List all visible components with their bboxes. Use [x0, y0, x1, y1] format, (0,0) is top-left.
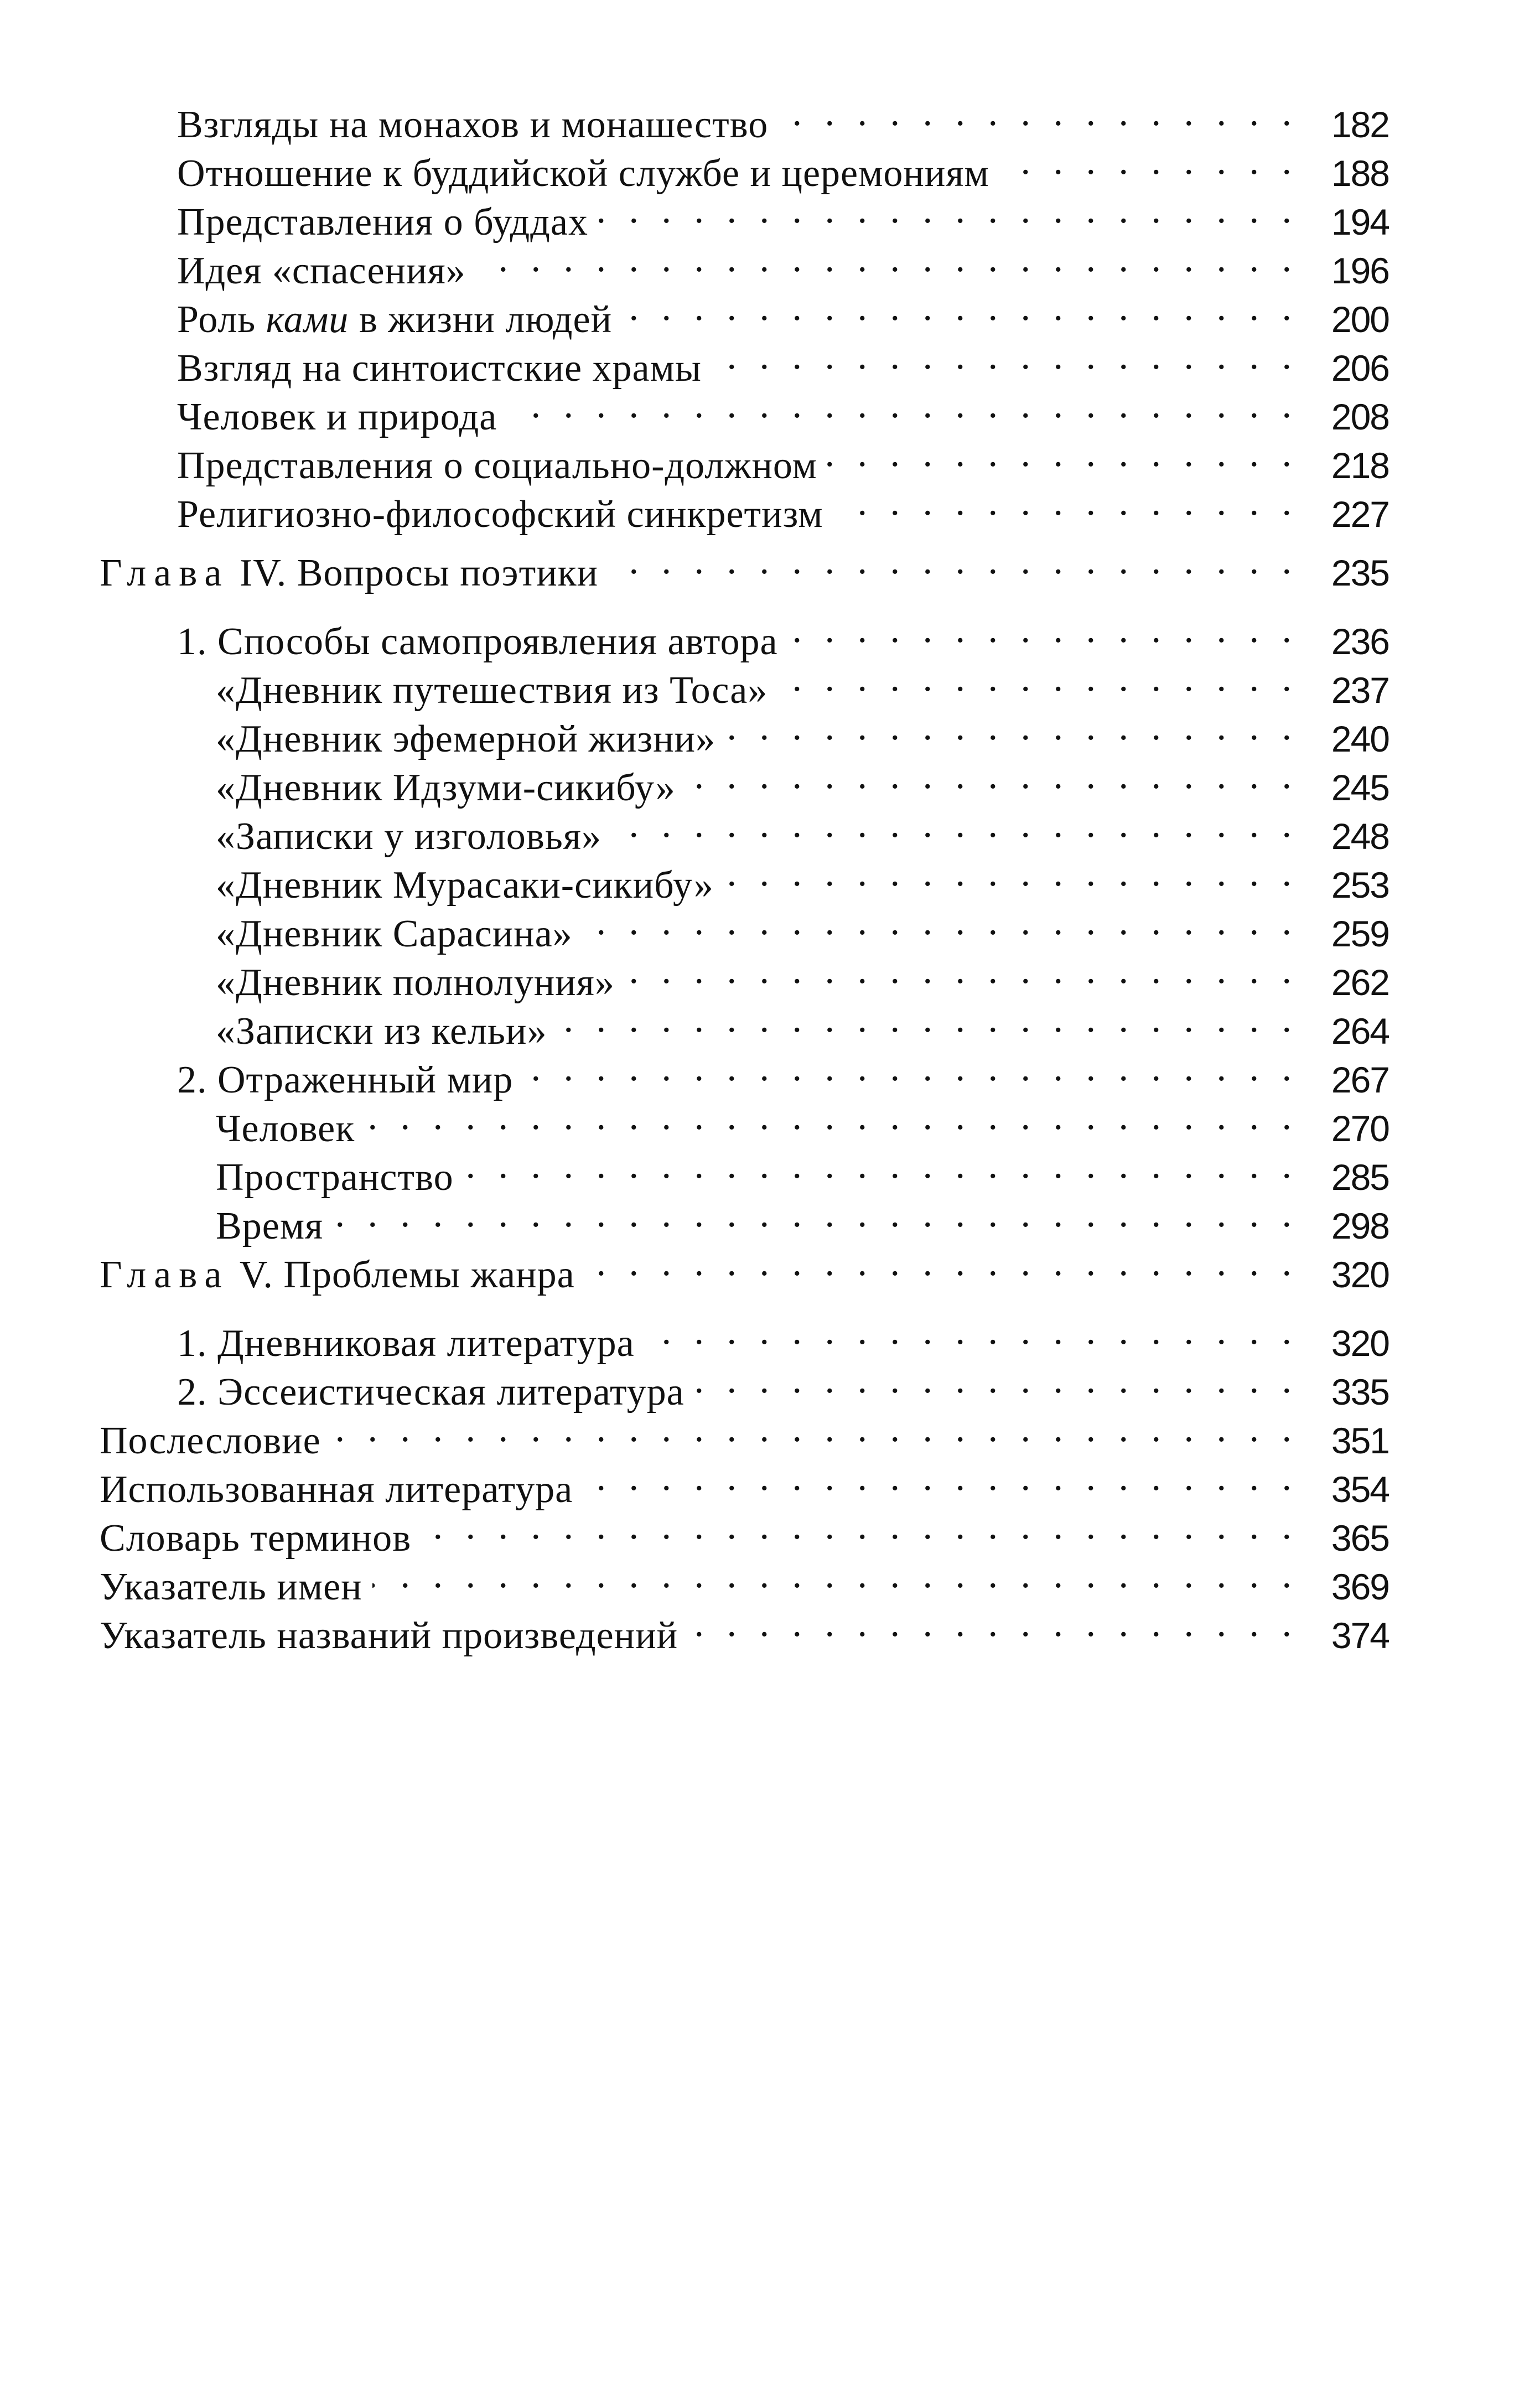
toc-entry-page: 182	[1298, 100, 1389, 149]
toc-entry-title: Идея «спасения»	[177, 247, 476, 296]
toc-entry-title: Словарь терминов	[100, 1514, 421, 1563]
toc-entry-title: Религиозно-философский синкретизм	[177, 490, 833, 539]
toc-entry-title: «Дневник Идзуми-сикибу»	[216, 764, 686, 812]
toc-entry-page: 208	[1298, 392, 1389, 441]
toc-entry-page: 259	[1298, 909, 1389, 958]
toc-section-entry	[100, 605, 1389, 663]
toc-entry-page: 365	[1298, 1514, 1389, 1562]
toc-entry-page: 264	[1298, 1007, 1389, 1055]
dot-leader	[583, 1453, 1298, 1502]
toc-entry-title: «Дневник Мурасаки-сикибу»	[216, 861, 724, 910]
toc-chapter-title	[100, 1251, 585, 1299]
dot-leader	[611, 800, 1298, 849]
toc-entry-page: 320	[1298, 1250, 1389, 1299]
toc-entry-title: 2. Отраженный мир	[177, 1056, 523, 1105]
dot-leader	[999, 137, 1298, 186]
toc-entry-title-part: в жизни людей	[349, 298, 613, 341]
dot-leader	[788, 605, 1298, 654]
dot-leader	[608, 537, 1298, 586]
dot-leader	[712, 332, 1298, 381]
table-of-contents	[100, 89, 1389, 1657]
toc-entry-page: 240	[1298, 714, 1389, 763]
dot-leader	[622, 283, 1298, 332]
toc-entry-title: «Дневник Сарасина»	[216, 910, 583, 959]
dot-leader	[625, 946, 1298, 995]
toc-entry-page: 335	[1298, 1368, 1389, 1416]
toc-entry-title: 2. Эссеистическая литература	[177, 1368, 694, 1417]
toc-entry-title: «Записки у изголовья»	[216, 812, 611, 861]
dot-leader	[645, 1307, 1298, 1356]
toc-entry-title-italic: ками	[266, 298, 349, 341]
toc-entry-title: «Дневник эфемерной жизни»	[216, 715, 725, 764]
chapter-title-text: V. Проблемы жанра	[229, 1254, 575, 1296]
toc-entry-page: 270	[1298, 1104, 1389, 1153]
toc-entry-title: Представления о буддах	[177, 198, 598, 247]
dot-leader	[686, 752, 1298, 800]
chapter-keyword: Глава	[100, 1254, 230, 1296]
toc-entry-page: 196	[1298, 246, 1389, 295]
toc-entry	[100, 89, 1389, 146]
toc-entry-page: 218	[1298, 441, 1389, 490]
toc-chapter-title	[100, 549, 608, 598]
toc-entry-title: Взгляд на синтоистские храмы	[177, 344, 712, 393]
toc-entry-page: 188	[1298, 149, 1389, 198]
toc-section-entry	[100, 1307, 1389, 1365]
toc-entry-title: Человек и природа	[177, 393, 507, 442]
toc-entry-title: Человек	[216, 1105, 365, 1153]
toc-entry-title-part: Роль	[177, 298, 266, 341]
toc-entry-page: 351	[1298, 1416, 1389, 1465]
toc-entry-title: «Записки из кельи»	[216, 1007, 557, 1056]
toc-entry-page: 245	[1298, 763, 1389, 812]
toc-entry-page: 320	[1298, 1319, 1389, 1368]
toc-entry-page: 262	[1298, 958, 1389, 1007]
chapter-title-text: IV. Вопросы поэтики	[229, 552, 599, 594]
dot-leader	[688, 1599, 1298, 1648]
dot-leader	[724, 849, 1298, 898]
chapter-keyword: Глава	[100, 552, 230, 594]
toc-entry-page: 253	[1298, 861, 1389, 909]
toc-entry-page: 267	[1298, 1055, 1389, 1104]
toc-entry-title: Отношение к буддийской службе и церемониям	[177, 149, 999, 198]
toc-entry-page: 227	[1298, 490, 1389, 538]
toc-entry-page: 354	[1298, 1465, 1389, 1514]
dot-leader	[827, 429, 1298, 478]
toc-entry-page: 374	[1298, 1611, 1389, 1660]
toc-entry-title: Пространство	[216, 1153, 464, 1202]
toc-entry-page: 194	[1298, 198, 1389, 246]
dot-leader	[557, 995, 1298, 1044]
toc-entry-page: 285	[1298, 1153, 1389, 1202]
dot-leader	[833, 478, 1298, 527]
dot-leader	[476, 235, 1298, 283]
toc-entry-page: 236	[1298, 617, 1389, 666]
dot-leader	[725, 703, 1298, 752]
toc-entry-title: Указатель имен	[100, 1563, 372, 1612]
toc-entry-title: Представления о социально-должном	[177, 442, 827, 490]
toc-chapter-entry	[100, 537, 1389, 594]
toc-entry-page: 369	[1298, 1562, 1389, 1611]
toc-entry-title: Взгляды на монахов и монашество	[177, 101, 778, 149]
toc-entry-title: «Дневник полнолуния»	[216, 959, 625, 1007]
dot-leader	[777, 654, 1298, 703]
toc-entry-title: «Дневник путешествия из Тоса»	[216, 666, 777, 715]
toc-entry-page: 237	[1298, 666, 1389, 714]
toc-entry-title: 1. Дневниковая литература	[177, 1319, 645, 1368]
dot-leader	[333, 1190, 1298, 1239]
dot-leader	[778, 89, 1298, 137]
dot-leader	[464, 1141, 1298, 1190]
dot-leader	[585, 1239, 1298, 1287]
toc-entry-page: 235	[1298, 548, 1389, 597]
toc-entry-title	[177, 296, 622, 344]
dot-leader	[523, 1044, 1298, 1092]
toc-entry-title: Использованная литература	[100, 1465, 583, 1514]
toc-entry-page: 206	[1298, 344, 1389, 392]
toc-entry-title: Указатель названий произведений	[100, 1612, 688, 1660]
dot-leader	[372, 1551, 1298, 1599]
toc-entry-title: 1. Способы самопроявления автора	[177, 618, 788, 666]
toc-entry-page: 248	[1298, 812, 1389, 861]
dot-leader	[694, 1356, 1298, 1405]
toc-entry-title: Время	[216, 1202, 333, 1251]
toc-entry-page: 200	[1298, 295, 1389, 344]
toc-entry-page: 298	[1298, 1202, 1389, 1250]
toc-entry-title: Послесловие	[100, 1417, 331, 1465]
